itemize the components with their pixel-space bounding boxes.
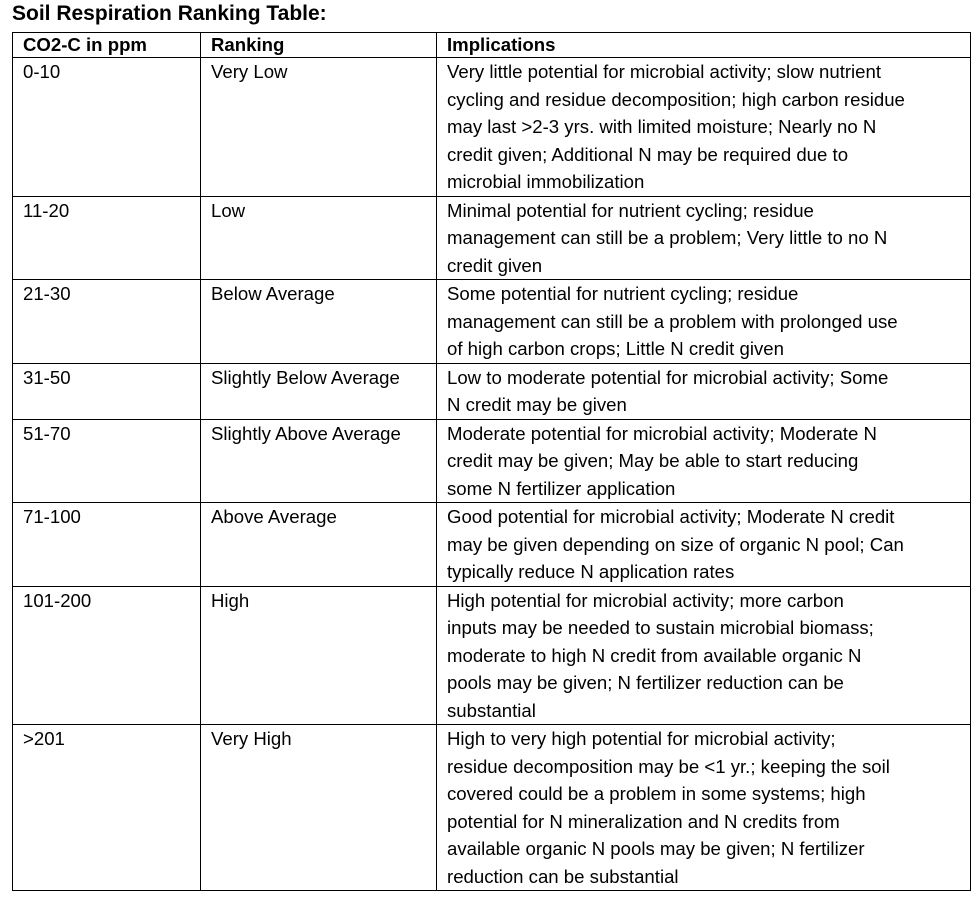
header-implications: Implications xyxy=(437,33,971,58)
implication-line: may last >2-3 yrs. with limited moisture; Nearly no N xyxy=(447,116,877,137)
implication-line: cycling and residue decomposition; high carbon residue xyxy=(447,88,905,110)
table-row xyxy=(13,419,971,503)
implication-line: some N fertilizer application xyxy=(447,477,676,499)
implication-line: Some potential for nutrient cycling; residue xyxy=(447,283,799,304)
implication-line: pools may be given; N fertilizer reduction can be xyxy=(447,672,844,693)
implication-line: Moderate potential for microbial activity; Moderate N xyxy=(447,422,877,444)
implication-line: Good potential for microbial activity; Moderate N credit xyxy=(447,506,895,527)
implications-cell xyxy=(437,58,971,197)
header-co2: CO2-C in ppm xyxy=(13,33,201,58)
implications-cell xyxy=(437,280,971,364)
implication-line: of high carbon crops; Little N credit given xyxy=(447,338,784,359)
implication-line: inputs may be needed to sustain microbial biomass; xyxy=(447,617,874,638)
header-ranking: Ranking xyxy=(201,33,437,58)
table-row xyxy=(13,196,971,280)
implication-line: Very little potential for microbial activity; slow nutrient xyxy=(447,61,882,82)
table-row xyxy=(13,280,971,364)
co2-cell: 11-20 xyxy=(13,196,201,280)
table-header-row xyxy=(13,33,971,58)
co2-cell: >201 xyxy=(13,725,201,891)
implications-cell xyxy=(437,419,971,503)
implication-line: N credit may be given xyxy=(447,394,627,415)
implication-line: management can still be a problem with prolonged use xyxy=(447,310,898,332)
table-row xyxy=(13,725,971,891)
co2-cell: 71-100 xyxy=(13,503,201,587)
table-row xyxy=(13,363,971,419)
implication-line: residue decomposition may be <1 yr.; keeping the soil xyxy=(447,755,890,777)
implications-cell xyxy=(437,363,971,419)
soil-respiration-table xyxy=(12,32,971,891)
page-title: Soil Respiration Ranking Table: xyxy=(12,2,327,25)
ranking-cell: Slightly Above Average xyxy=(201,419,437,503)
implication-line: Low to moderate potential for microbial activity; Some xyxy=(447,366,889,388)
implication-line: covered could be a problem in some systems; high xyxy=(447,783,866,804)
implication-line: substantial xyxy=(447,699,536,721)
implication-line: moderate to high N credit from available organic N xyxy=(447,644,862,666)
table-row xyxy=(13,58,971,197)
co2-cell: 0-10 xyxy=(13,58,201,197)
table-row xyxy=(13,503,971,587)
ranking-cell: Above Average xyxy=(201,503,437,587)
implication-line: High to very high potential for microbial activity; xyxy=(447,728,836,749)
implication-line: credit may be given; May be able to start reducing xyxy=(447,450,859,471)
implication-line: management can still be a problem; Very little to no N xyxy=(447,227,888,248)
ranking-cell: Below Average xyxy=(201,280,437,364)
implications-cell xyxy=(437,503,971,587)
implication-line: reduction can be substantial xyxy=(447,865,679,887)
ranking-cell: Very Low xyxy=(201,58,437,197)
implication-line: Minimal potential for nutrient cycling; residue xyxy=(447,199,814,221)
ranking-cell: High xyxy=(201,586,437,725)
implication-line: High potential for microbial activity; more carbon xyxy=(447,589,844,611)
implication-line: potential for N mineralization and N credits from xyxy=(447,810,840,832)
implication-line: may be given depending on size of organic N pool; Can xyxy=(447,533,904,555)
co2-cell: 101-200 xyxy=(13,586,201,725)
implication-line: typically reduce N application rates xyxy=(447,561,735,582)
implications-cell xyxy=(437,725,971,891)
ranking-cell: Very High xyxy=(201,725,437,891)
implication-line: microbial immobilization xyxy=(447,171,645,192)
implication-line: credit given; Additional N may be required due to xyxy=(447,143,849,165)
implication-line: available organic N pools may be given; N fertilizer xyxy=(447,838,865,859)
implications-cell xyxy=(437,586,971,725)
co2-cell: 51-70 xyxy=(13,419,201,503)
implications-cell xyxy=(437,196,971,280)
ranking-cell: Slightly Below Average xyxy=(201,363,437,419)
co2-cell: 21-30 xyxy=(13,280,201,364)
co2-cell: 31-50 xyxy=(13,363,201,419)
ranking-cell: Low xyxy=(201,196,437,280)
implication-line: credit given xyxy=(447,254,543,276)
table-row xyxy=(13,586,971,725)
